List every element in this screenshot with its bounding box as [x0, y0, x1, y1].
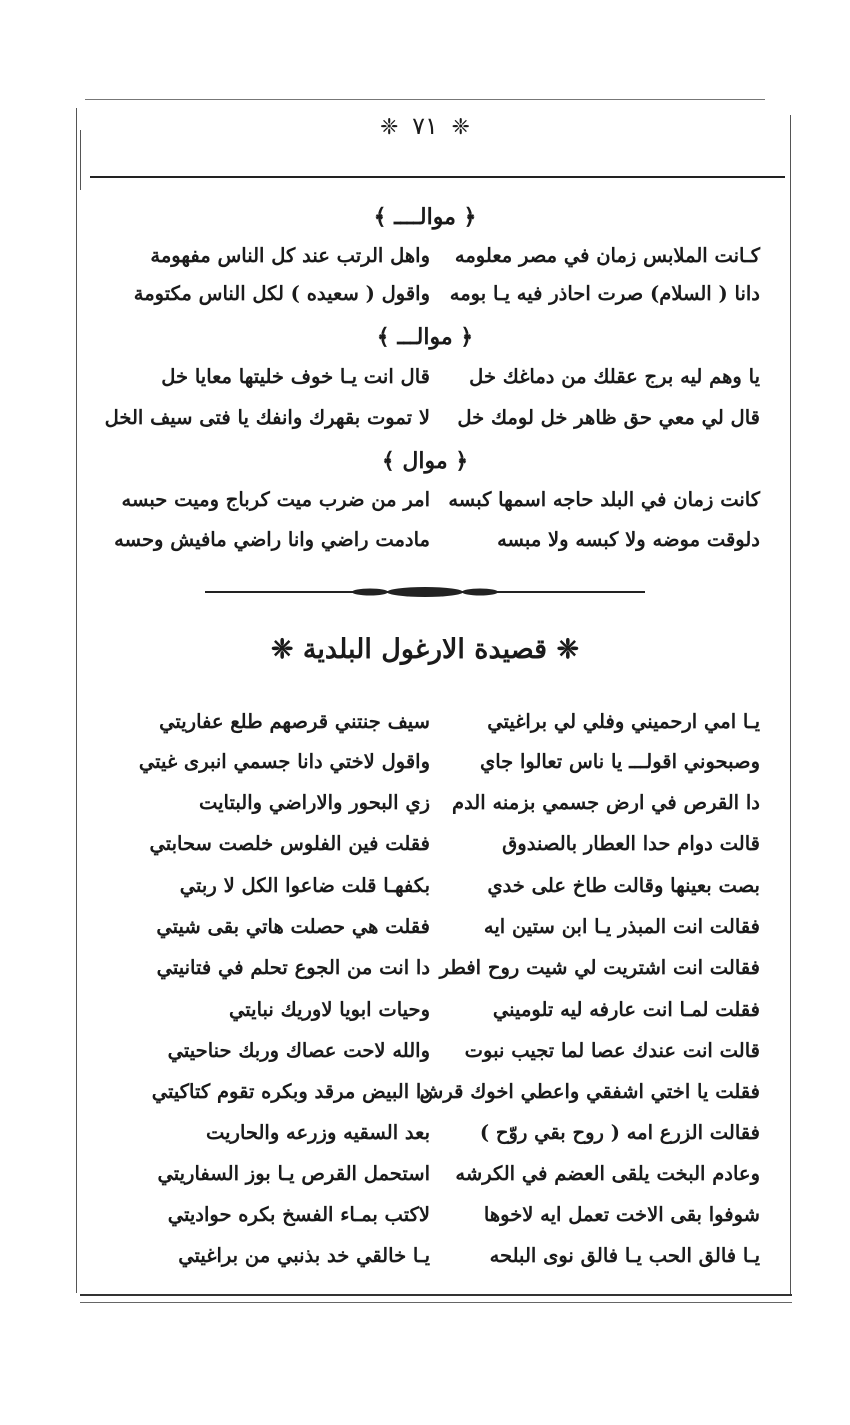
page-number: ٧١: [412, 112, 438, 140]
qasida-verse-left: يـا خالقي خد بذنبي من براغيتي: [178, 1244, 430, 1267]
left-frame-line: [76, 108, 77, 1293]
qasida-title: قصيدة الارغول البلدية: [302, 634, 548, 665]
qasida-verse-right: شوفوا بقى الاخت تعمل ايه لاخوها: [483, 1203, 760, 1226]
qasida-verse-right: فقالت انت المبذر يـا ابن ستين ايه: [483, 915, 760, 938]
qasida-verse-left: زي البحور والاراضي والبتايت: [198, 791, 430, 814]
qasida-verse-right: وعادم البخت يلقى العضم في الكرشه: [455, 1162, 760, 1185]
decorative-separator: [205, 586, 645, 598]
verse-left: مادمت راضي وانا راضي مافيش وحسه: [114, 528, 430, 551]
qasida-verse-right: فقالت الزرع امه ( روح بقي روّح ): [479, 1121, 760, 1144]
qasida-verse-right: فقلت لمـا انت عارفه ليه تلوميني: [492, 998, 760, 1021]
verse-left: امر من ضرب ميت كرباج وميت حبسه: [121, 488, 430, 511]
verse-right: دلوقت موضه ولا كبسه ولا مبسه: [497, 528, 760, 551]
qasida-verse-left: سيف جنتني قرصهم طلع عفاريتي: [159, 710, 430, 733]
verse-left: واقول ( سعيده ) لكل الناس مكتومة: [133, 282, 430, 305]
qasida-verse-right: قالت دوام حدا العطار بالصندوق: [502, 832, 760, 855]
page-number-header: [0, 112, 850, 140]
qasida-verse-right: وصبحوني اقولـــ يا ناس تعالوا جاي: [479, 750, 760, 773]
qasida-verse-right: يـا فالق الحب يـا فالق نوى البلحه: [489, 1244, 760, 1267]
qasida-title-line: [0, 634, 850, 665]
mawwal-title: ﴿ موالــــ ﴾: [373, 204, 477, 230]
verse-left: لا تموت بقهرك وانفك يا فتى سيف الخل: [104, 406, 430, 429]
qasida-verse-right: قالت انت عندك عصا لما تجيب نبوت: [464, 1039, 760, 1062]
qasida-verse-right: دا القرص في ارض جسمي بزمنه الدم: [452, 791, 760, 814]
verse-right: قال لي معي حق ظاهر خل لومك خل: [457, 406, 760, 429]
footer-rule: [80, 1294, 792, 1296]
qasida-verse-left: فقلت هي حصلت هاتي بقى شيتي: [156, 915, 430, 938]
qasida-verse-left: دا انت من الجوع تحلم في فتانيتي: [156, 956, 430, 979]
qasida-verse-left: دا البيض مرقد وبكره تقوم كتاكيتي: [151, 1080, 430, 1103]
ornament-icon: ❈: [451, 115, 470, 140]
qasida-verse-left: بعد السقيه وزرعه والحاريت: [205, 1121, 430, 1144]
qasida-verse-left: والله لاحت عصاك وربك حناحيتي: [167, 1039, 430, 1062]
qasida-verse-left: لاكتب بمـاء الفسخ بكره حواديتي: [167, 1203, 430, 1226]
qasida-verse-left: وحيات ابويا لاوريك نبايتي: [229, 998, 430, 1021]
verse-right: يا وهم ليه برج عقلك من دماغك خل: [469, 365, 760, 388]
qasida-verse-left: واقول لاختي دانا جسمي انبرى غيتي: [138, 750, 430, 773]
verse-right: دانا ( السلام) صرت احاذر فيه يـا بومه: [449, 282, 760, 305]
qasida-verse-left: فقلت فين الفلوس خلصت سحابتي: [149, 832, 430, 855]
footer-rule-thin: [80, 1302, 792, 1303]
verse-left: واهل الرتب عند كل الناس مفهومة: [150, 244, 430, 267]
ornament-icon: ❈: [556, 634, 580, 665]
mawwal-title: ﴿ موال ﴾: [381, 448, 469, 474]
qasida-verse-right: يـا امي ارحميني وفلي لي براغيتي: [487, 710, 760, 733]
qasida-verse-left: بكفهـا قلت ضاعوا الكل لا ربتي: [179, 874, 430, 897]
ornament-icon: ❈: [270, 634, 294, 665]
verse-right: كانت زمان في البلد حاجه اسمها كبسه: [448, 488, 760, 511]
qasida-verse-right: فقلت يا اختي اشفقي واعطي اخوك قرش: [419, 1080, 760, 1103]
right-frame-line: [790, 115, 791, 1295]
qasida-verse-right: فقالت انت اشتريت لي شيت روح افطر: [439, 956, 760, 979]
qasida-verse-right: بصت بعينها وقالت طاخ على خدي: [487, 874, 760, 897]
top-edge-rule: [85, 99, 765, 100]
header-rule: [90, 176, 785, 178]
ornament-icon: ❈: [380, 115, 399, 140]
verse-right: كـانت الملابس زمان في مصر معلومه: [454, 244, 760, 267]
mawwal-title: ﴿ موالـــ ﴾: [376, 324, 474, 350]
qasida-verse-left: استحمل القرص يـا بوز السفاريتي: [157, 1162, 430, 1185]
verse-left: قال انت يـا خوف خليتها معايا خل: [161, 365, 430, 388]
